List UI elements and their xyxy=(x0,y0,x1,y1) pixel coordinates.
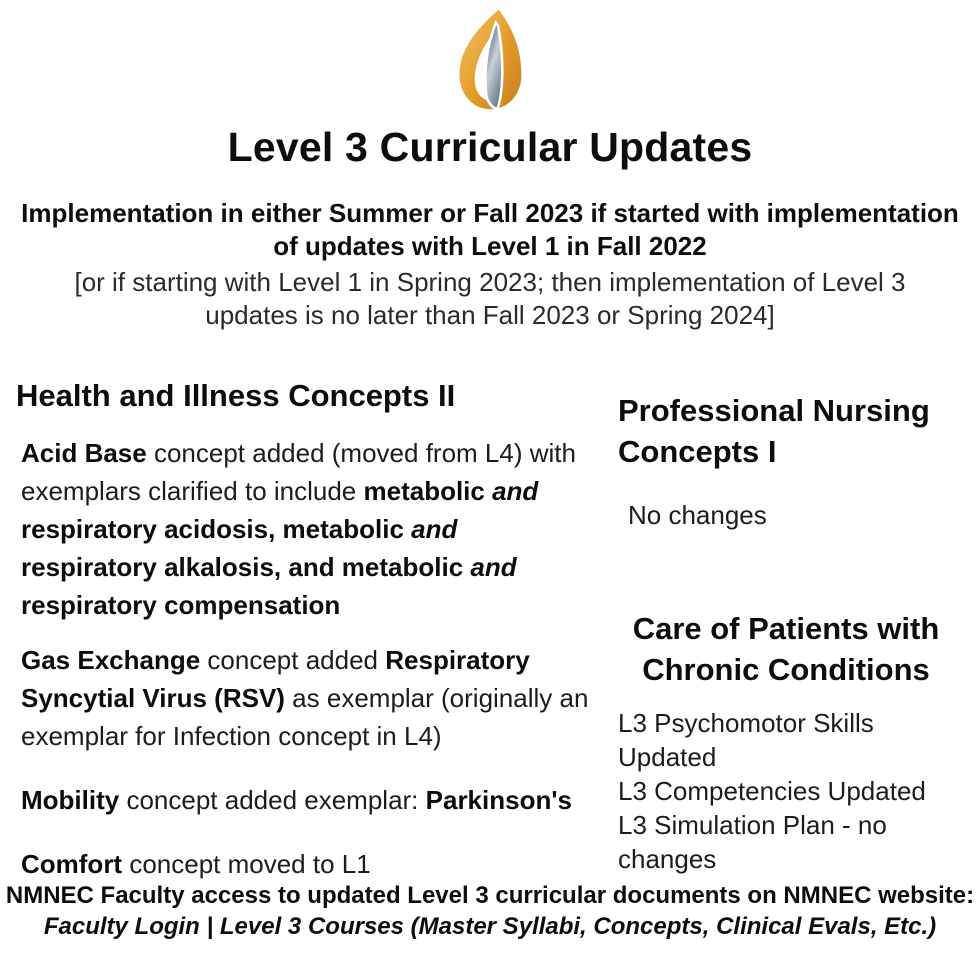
professional-nursing-heading: Professional Nursing Concepts I xyxy=(618,393,930,469)
page-title: Level 3 Curricular Updates xyxy=(227,124,753,170)
chronic-conditions-heading: Care of Patients with Chronic Conditions xyxy=(632,611,940,687)
list-item: L3 Simulation Plan - no changes xyxy=(618,810,887,874)
text-run: Gas Exchange xyxy=(21,645,201,675)
footer xyxy=(0,880,980,942)
text-run: concept added xyxy=(200,645,386,675)
chronic-conditions-list xyxy=(618,706,954,876)
text-run: respiratory alkalosis, and metabolic xyxy=(21,552,471,582)
text-run: and xyxy=(470,552,517,582)
mobility-paragraph xyxy=(16,781,594,819)
text-run: as exemplar (originally an exemplar for Infection concept in L4) xyxy=(21,683,589,751)
text-run: concept added (moved from L4) with exemplars clarified to include xyxy=(21,438,576,506)
section-health-illness-concepts xyxy=(16,376,594,900)
acid-base-paragraph xyxy=(16,434,594,624)
text-run: respiratory compensation xyxy=(21,590,341,620)
section-professional-nursing xyxy=(618,390,954,532)
nmnec-logo xyxy=(453,8,527,110)
professional-nursing-status: No changes xyxy=(628,500,767,530)
footer-login-path: Faculty Login | Level 3 Courses (Master Syllabi, Concepts, Clinical Evals, Etc.) xyxy=(43,913,937,940)
text-run: Acid Base xyxy=(21,438,147,468)
text-run: respiratory acidosis, metabolic xyxy=(21,514,412,544)
text-run: concept moved to L1 xyxy=(122,849,371,879)
list-item: L3 Competencies Updated xyxy=(618,776,926,806)
right-column xyxy=(618,390,954,876)
text-run: Parkinson's xyxy=(425,785,572,815)
text-run: Respiratory Syncytial Virus (RSV) xyxy=(21,645,530,713)
header xyxy=(0,0,980,332)
text-run: metabolic xyxy=(363,476,493,506)
footer-access-note: NMNEC Faculty access to updated Level 3 curricular documents on NMNEC website: xyxy=(5,882,975,909)
comfort-paragraph xyxy=(16,845,594,883)
text-run: concept added exemplar: xyxy=(119,785,426,815)
text-run: and xyxy=(411,514,458,544)
implementation-subtitle: Implementation in either Summer or Fall 2023 if started with implementation of updates with Level 1 in Fall 2022 xyxy=(21,198,959,261)
health-illness-heading: Health and Illness Concepts II xyxy=(16,378,456,413)
flame-icon xyxy=(453,8,527,110)
implementation-note: [or if starting with Level 1 in Spring 2023; then implementation of Level 3 updates is no later than Fall 2023 or Spring 2024] xyxy=(74,267,906,330)
gas-exchange-paragraph xyxy=(16,641,594,755)
text-run: Comfort xyxy=(21,849,123,879)
text-run: and xyxy=(492,476,539,506)
section-chronic-conditions xyxy=(618,608,954,876)
list-item: L3 Psychomotor Skills Updated xyxy=(618,708,874,772)
text-run: Mobility xyxy=(21,785,120,815)
